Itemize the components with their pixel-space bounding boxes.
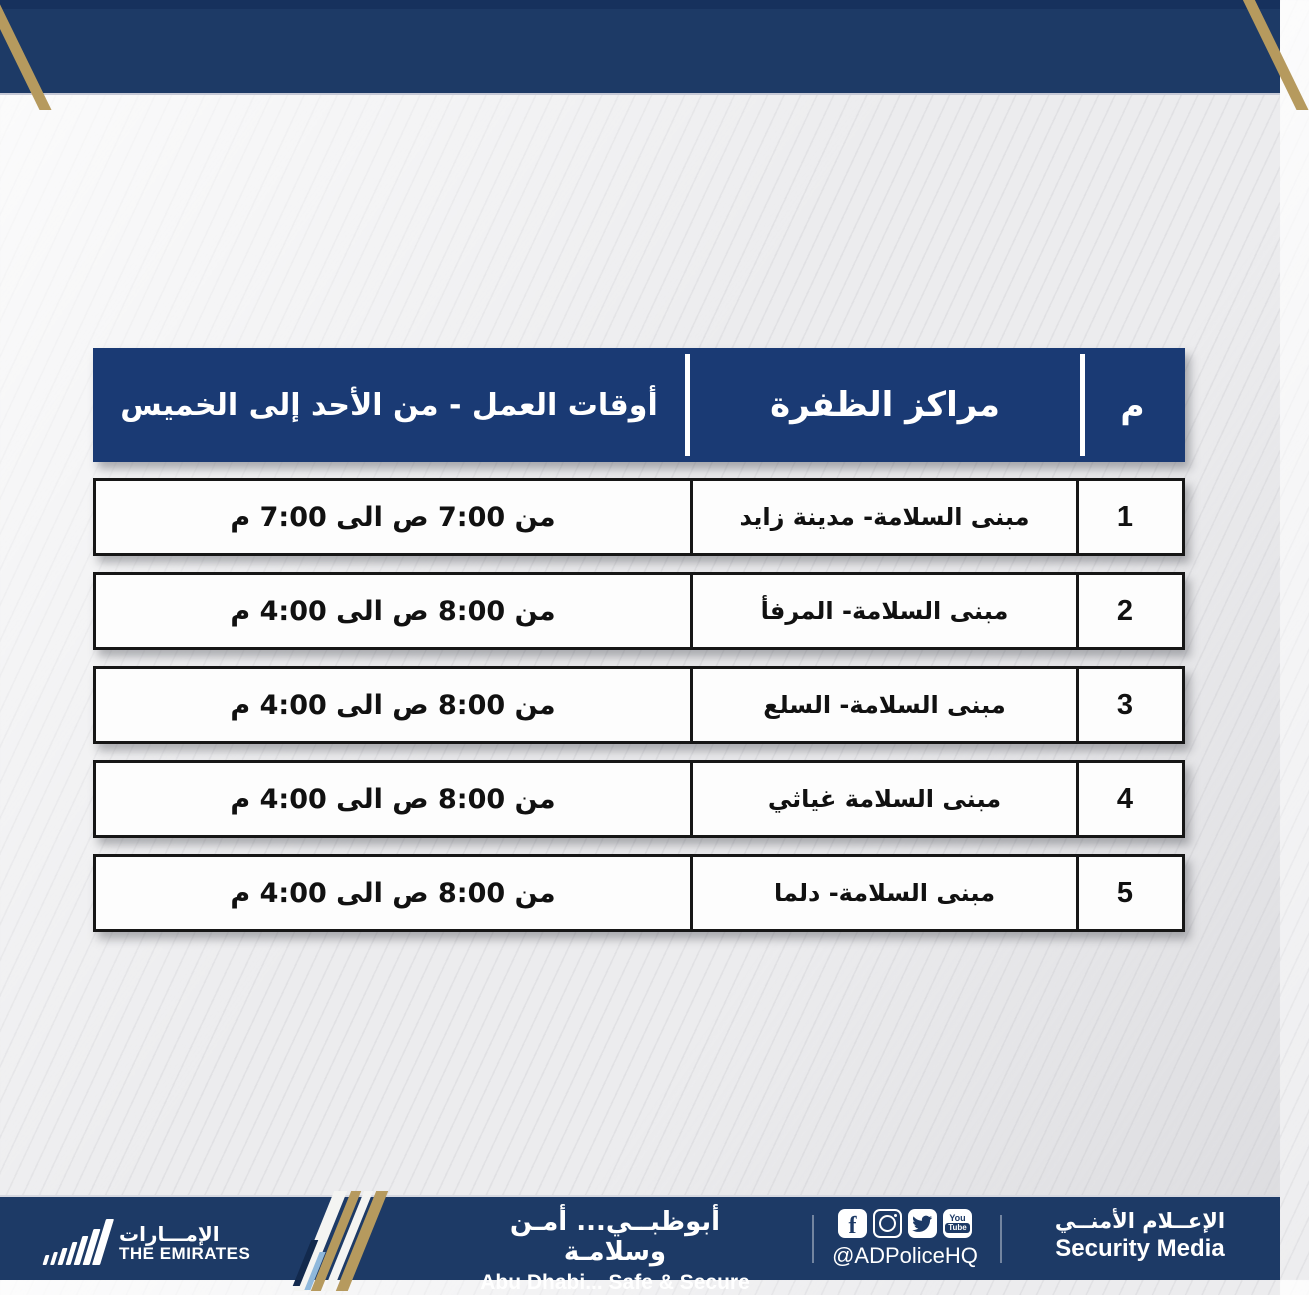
row-center-name: مبنى السلامة- السلع — [690, 669, 1079, 741]
header-working-hours: أوقات العمل - من الأحد إلى الخميس — [120, 387, 658, 423]
row-hours: من 7:00 ص الى 7:00 م — [230, 501, 556, 533]
emirates-logo-english: THE EMIRATES — [119, 1244, 251, 1264]
row-hours: من 8:00 ص الى 4:00 م — [230, 877, 556, 909]
slogan-english: Abu Dhabi... Safe & Secure — [480, 1271, 750, 1294]
row-center-name: مبنى السلامة- دلما — [690, 857, 1079, 929]
row-number: 3 — [1116, 688, 1134, 721]
facebook-icon[interactable]: f — [838, 1209, 867, 1238]
security-media-english: Security Media — [1055, 1235, 1225, 1262]
social-media-block — [830, 1209, 980, 1269]
row-hours: من 8:00 ص الى 4:00 م — [230, 595, 556, 627]
twitter-icon[interactable] — [908, 1209, 937, 1238]
security-media-arabic: الإعــلام الأمنــي — [1054, 1209, 1226, 1233]
footer-divider — [1000, 1215, 1002, 1263]
emirates-nation-brand-logo — [44, 1213, 250, 1265]
header-number: م — [1120, 385, 1145, 425]
row-center-name: مبنى السلامة- مدينة زايد — [690, 481, 1079, 553]
row-number: 1 — [1116, 500, 1134, 533]
gold-diagonal-accent-left — [0, 0, 52, 110]
diagonal-ribbon-decor — [280, 1197, 410, 1282]
row-number: 5 — [1116, 876, 1134, 909]
top-banner — [0, 0, 1280, 95]
footer-banner — [0, 1195, 1280, 1294]
row-hours: من 8:00 ص الى 4:00 م — [230, 689, 556, 721]
table-row — [93, 666, 1185, 744]
table-header-row — [93, 348, 1185, 462]
table-row — [93, 760, 1185, 838]
row-center-name: مبنى السلامة غياثي — [690, 763, 1079, 835]
table-row — [93, 478, 1185, 556]
instagram-icon[interactable] — [873, 1209, 902, 1238]
row-center-name: مبنى السلامة- المرفأ — [690, 575, 1079, 647]
row-hours: من 8:00 ص الى 4:00 م — [230, 783, 556, 815]
slogan-arabic: أبوظبــي... أمـن وسلامـة — [509, 1207, 721, 1267]
youtube-icon[interactable]: You Tube — [943, 1209, 972, 1238]
table-row — [93, 572, 1185, 650]
table-row — [93, 854, 1185, 932]
security-media-block — [1020, 1209, 1260, 1263]
emirates-logo-arabic: الإمـــارات — [119, 1222, 220, 1247]
gold-diagonal-accent-right — [1238, 0, 1309, 110]
header-centers: مراكز الظفرة — [770, 385, 1000, 425]
row-number: 2 — [1116, 594, 1134, 627]
working-hours-table — [93, 348, 1185, 932]
row-number: 4 — [1116, 782, 1134, 815]
emirates-strokes-icon — [44, 1213, 107, 1265]
abu-dhabi-slogan — [455, 1207, 775, 1295]
social-handle[interactable]: @ADPoliceHQ — [832, 1243, 978, 1268]
footer-divider — [812, 1215, 814, 1263]
